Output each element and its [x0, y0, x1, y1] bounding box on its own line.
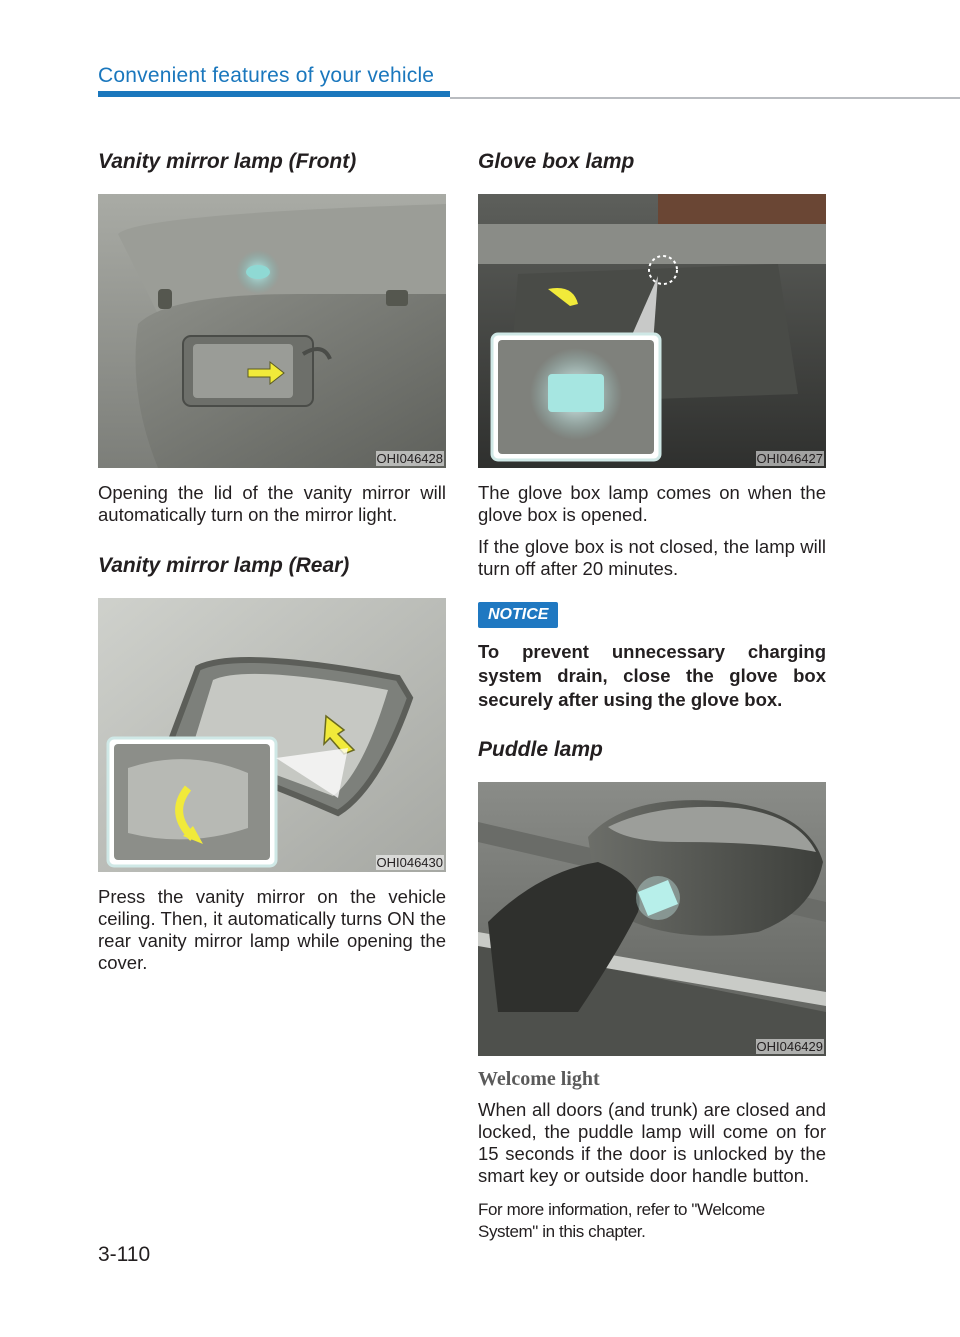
section-title-puddle-lamp: Puddle lamp — [478, 738, 603, 761]
vanity-rear-text: Press the vanity mirror on the vehicle ceiling. Then, it automatically turns ON the rear vanity mirror lamp while opening the cover. — [98, 886, 446, 973]
section-title-vanity-rear: Vanity mirror lamp (Rear) — [98, 554, 350, 577]
figure-puddle-lamp — [478, 782, 826, 1056]
figure-code: OHI046429 — [756, 1039, 823, 1054]
figure-vanity-front — [98, 194, 446, 468]
welcome-light-subtitle: Welcome light — [478, 1068, 600, 1090]
reference-text: For more information, refer to "Welcome System" in this chapter. — [478, 1200, 765, 1241]
vanity-rear-illustration — [98, 598, 446, 872]
figure-code: OHI046428 — [376, 451, 443, 466]
figure-glove-box — [478, 194, 826, 468]
page-number: 3-110 — [98, 1243, 151, 1266]
glove-box-illustration — [478, 194, 826, 468]
figure-code: OHI046427 — [756, 451, 823, 466]
figure-vanity-rear — [98, 598, 446, 872]
vanity-front-text: Opening the lid of the vanity mirror will automatically turn on the mirror light. — [98, 482, 446, 525]
notice-text: To prevent unnecessary charging system drain, close the glove box securely after using the glove box. — [478, 641, 826, 710]
section-title-vanity-front: Vanity mirror lamp (Front) — [98, 150, 357, 173]
header-title: Convenient features of your vehicle — [98, 64, 435, 87]
figure-code: OHI046430 — [376, 855, 443, 870]
header-accent-bar — [98, 91, 450, 97]
header-divider — [450, 97, 960, 99]
puddle-lamp-illustration — [478, 782, 826, 1056]
glove-box-text-2: If the glove box is not closed, the lamp will turn off after 20 minutes. — [478, 536, 826, 579]
puddle-lamp-text: When all doors (and trunk) are closed and locked, the puddle lamp will come on for 15 seconds if the door is unlocked by the smart key or outside door handle button. — [478, 1099, 826, 1186]
vanity-front-illustration — [98, 194, 446, 468]
right-column — [478, 150, 826, 1243]
glove-box-text-1: The glove box lamp comes on when the glove box is opened. — [478, 482, 826, 525]
left-column — [98, 150, 446, 974]
section-title-glove-box: Glove box lamp — [478, 150, 635, 173]
notice-badge: NOTICE — [478, 602, 558, 628]
